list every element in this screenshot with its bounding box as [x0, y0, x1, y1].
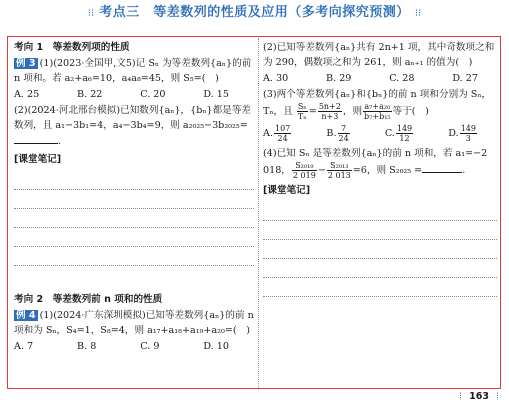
q4-text-mid: =6，则 S₂₀₂₅ = [352, 165, 423, 176]
note-line [14, 190, 254, 209]
choice-c: C. 9 [140, 341, 160, 352]
answer-blank[interactable] [14, 133, 58, 144]
choice-c: C. 28 [389, 73, 415, 84]
example-3-q1-choices [14, 87, 229, 102]
class-notes-title: [课堂笔记] [263, 185, 311, 196]
choice-label: C. [384, 128, 395, 139]
q3-tail: 等于( ) [392, 106, 429, 117]
example-4-label: 例 4 [16, 310, 36, 321]
frac-numerator: S₂₀₁₃ [327, 161, 352, 171]
choice-fraction [460, 124, 477, 143]
choice-c [385, 124, 414, 143]
frac-denominator: 3 [465, 134, 471, 143]
column-divider [258, 38, 259, 388]
page-header [0, 0, 509, 26]
footer-left-dots: ⁝ [459, 391, 463, 402]
frac-denominator: 12 [399, 134, 410, 143]
example-3-label: 例 3 [16, 58, 36, 69]
notes-lines-right[interactable] [263, 202, 497, 297]
example-4-q2-choices [263, 71, 478, 86]
example-3-q1 [14, 56, 254, 86]
choice-d: D. 27 [452, 73, 478, 84]
header-left-dots: ⁝⁝ [87, 8, 95, 19]
choice-fraction [396, 124, 413, 143]
frac-numerator: 107 [274, 124, 291, 133]
q3-text-a: (3)两个等差数列{aₙ}和{bₙ}的前 n 项和分别为 Sₙ，Tₙ，且 [263, 89, 492, 117]
example-3-q2-text: (2)(2024·河北邢台模拟)已知数列{aₙ}，{bₙ}都是等差数列，且 a₁−3b₁=4，a₄−3b₄=9，则 a₂₀₂₅−3b₂₀₂₅= [14, 105, 252, 131]
frac-denominator: b₇+b₁₅ [364, 112, 391, 121]
frac-denominator: 24 [338, 134, 349, 143]
frac-denominator: 2 013 [327, 171, 351, 180]
minus-sign: − [317, 165, 326, 176]
frac-denominator: Tₙ [297, 112, 307, 121]
footer-right-dots: ⁝ [495, 391, 499, 402]
example-4-q3-choices [263, 124, 478, 143]
choice-a: A. 25 [14, 89, 40, 100]
frac-denominator: n+3 [321, 112, 339, 121]
frac-numerator: 5n+2 [318, 102, 341, 111]
q3-then: ，则 [342, 106, 363, 117]
frac-numerator: 7 [338, 124, 350, 134]
choice-d: D. 15 [203, 89, 229, 100]
choice-a: A. 7 [14, 341, 34, 352]
choice-a [263, 124, 292, 143]
example-4-q1 [14, 308, 254, 338]
example-3-q2: (2)(2024·河北邢台模拟)已知数列{aₙ}，{bₙ}都是等差数列，且 a₁−3b₁=4，a₄−3b₄=9，则 a₂₀₂₅−3b₂₀₂₅=. [14, 105, 252, 147]
subsection-heading-1: 考向 1 等差数列项的性质 [14, 42, 130, 53]
frac-denominator: 24 [277, 134, 288, 143]
frac-numerator: Sₙ [297, 102, 307, 111]
example-4-q1-text: (1)(2024·广东深圳模拟)已知等差数列{aₙ}的前 n 项和为 Sₙ，S₄=1，S₈=4，则 a₁₇+a₁₈+a₁₉+a₂₀=( ) [14, 310, 254, 336]
class-notes-title: [课堂笔记] [14, 154, 62, 165]
q4-text-a: (4)已知 Sₙ 是等差数列{aₙ}的前 n 项和，若 a₁=−2 018， [263, 148, 488, 176]
note-line [14, 247, 254, 266]
note-line [263, 259, 497, 278]
note-line [263, 240, 497, 259]
frac-denominator: 2 019 [292, 171, 316, 180]
fraction-sn-tn [297, 102, 308, 121]
fraction-s2019 [292, 161, 317, 180]
choice-c: C. 20 [140, 89, 166, 100]
example-4-q4: (4)已知 Sₙ 是等差数列{aₙ}的前 n 项和，若 a₁=−2 018， $\frac{\text{S₂₀₁₉}}{2 019}$ − $\frac{\text{S₂₀₁₃}}{2 013}$ =6，则 S₂₀₂₅ = . [263, 148, 488, 180]
choice-b [326, 124, 350, 143]
left-column [14, 40, 254, 266]
right-column [263, 40, 497, 297]
page-number: 163 [469, 391, 489, 402]
note-line [14, 228, 254, 247]
fraction-ratio [318, 102, 342, 121]
choice-label: D. [448, 128, 459, 139]
note-line [263, 221, 497, 240]
choice-b: B. 22 [77, 89, 103, 100]
example-3-q1-text: (1)(2023·全国甲,文5)记 Sₙ 为等差数列{aₙ}的前 n 项和。若 a₂+a₆=10，a₄a₈=45，则 S₅=( ) [14, 58, 252, 84]
example-4-q1-choices [14, 339, 229, 354]
choice-a: A. 30 [263, 73, 289, 84]
example-4-q2: (2)已知等差数列{aₙ}共有 2n+1 项，其中奇数项之和为 290，偶数项之和为 261，则 aₙ₊₁ 的值为( ) [263, 42, 495, 68]
choice-b: B. 29 [326, 73, 352, 84]
frac-numerator: a₇+a₂₀ [364, 102, 391, 111]
choice-label: B. [326, 128, 337, 139]
choice-fraction [274, 124, 291, 143]
frac-numerator: 149 [396, 124, 413, 133]
choice-fraction [338, 124, 350, 143]
header-right-dots: ⁝⁝ [414, 8, 422, 19]
left-column-bottom [14, 292, 254, 355]
choice-d [448, 124, 478, 143]
fraction-s2013 [327, 161, 352, 180]
note-line [14, 171, 254, 190]
frac-numerator: 149 [460, 124, 476, 133]
notes-lines-left[interactable] [14, 171, 254, 266]
page-footer [459, 391, 499, 402]
example-4-q3 [263, 87, 497, 121]
note-line [14, 209, 254, 228]
choice-b: B. 8 [77, 341, 97, 352]
section-title: 考点三 等差数列的性质及应用（多考向探究预测） [99, 5, 410, 20]
answer-blank[interactable] [422, 162, 462, 173]
choice-d: D. 10 [203, 341, 229, 352]
note-line [263, 278, 497, 297]
note-line [263, 202, 497, 221]
fraction-a-over-b [363, 102, 392, 121]
subsection-heading-2: 考向 2 等差数列前 n 项和的性质 [14, 294, 163, 305]
frac-numerator: S₂₀₁₉ [292, 161, 317, 171]
equals-sign: = [308, 106, 317, 117]
choice-label: A. [263, 128, 273, 139]
